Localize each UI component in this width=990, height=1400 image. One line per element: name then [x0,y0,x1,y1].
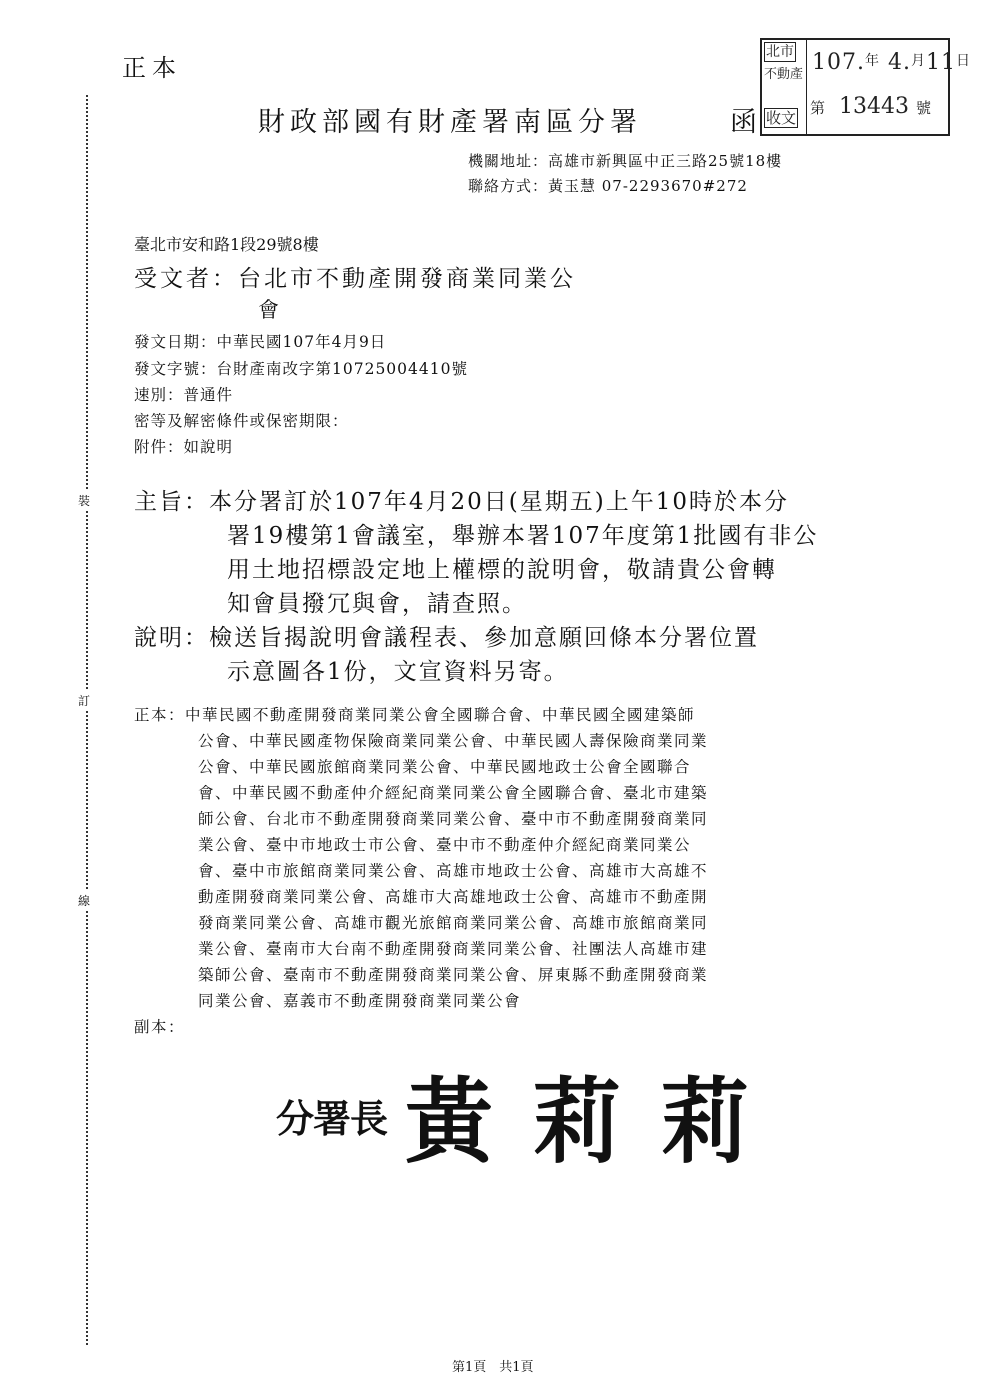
secrecy-level: 密等及解密條件或保密期限： [134,412,349,430]
stamp-day-unit: 日 [955,53,971,69]
recipient-address: 臺北市安和路1段29號8樓 [134,235,319,254]
stamp-label-city: 北市 [766,44,794,60]
cc-line: 公會、中華民國產物保險商業同業公會、中華民國人壽保險商業同業 [198,732,709,750]
agency-address: 機關地址：高雄市新興區中正三路25號18樓 [468,152,783,170]
agency-contact: 聯絡方式：黃玉慧 07-2293670#272 [468,177,748,195]
subject-line-3: 用土地招標設定地上權標的說明會，敬請貴公會轉 [227,557,777,583]
stamp-label-assoc: 不動產 [764,67,804,82]
cc-line: 業公會、臺南市大台南不動產開發商業同業公會、社團法人高雄市建 [198,940,709,958]
stamp-number [810,94,931,119]
binding-char: 訂 [78,690,90,711]
stamp-date [812,50,971,75]
explanation-line-2: 示意圖各1份，文宣資料另寄。 [227,659,569,685]
stamp-label-recv: 收文 [766,109,797,127]
binding-char: 裝 [78,490,90,511]
document-number: 發文字號：台財產南改字第10725004410號 [134,360,468,378]
cc-line: 發商業同業公會、高雄市觀光旅館商業同業公會、高雄市旅館商業同 [198,914,709,932]
binding-char: 線 [78,890,90,911]
stamp-day: 11 [925,50,956,75]
subject-line-4: 知會員撥冗與會，請查照。 [227,591,527,617]
stamp-divider [806,40,807,134]
subject-line-1: 主旨：本分署訂於107年4月20日(星期五)上午10時於本分 [134,489,790,515]
cc-line: 動產開發商業同業公會、高雄市大高雄地政士公會、高雄市不動產開 [198,888,709,906]
recipient-name-cont: 會 [258,298,279,322]
explanation-line-1: 說明：檢送旨揭說明會議程表、參加意願回條本分署位置 [134,625,759,651]
stamp-year: 107. [812,50,865,75]
stamp-num-prefix: 第 [810,99,826,117]
cc-line: 築師公會、臺南市不動產開發商業同業公會、屏東縣不動產開發商業 [198,966,709,984]
stamp-month: 4. [887,50,911,75]
cc-line: 師公會、台北市不動產開發商業同業公會、臺中市不動產開發商業同 [198,810,709,828]
cc-line: 正本：中華民國不動產開發商業同業公會全國聯合會、中華民國全國建築師 [134,706,696,724]
stamp-num-value: 13443 [839,94,910,119]
binding-line [86,95,88,1345]
stamp-month-unit: 月 [910,53,926,69]
attachment: 附件：如說明 [134,438,234,456]
document-type: 函 [730,107,757,138]
page-number: 第1頁 共1頁 [452,1360,534,1375]
recipient-name: 受文者：台北市不動產開發商業同業公 [134,266,576,292]
cc-line: 公會、中華民國旅館商業同業公會、中華民國地政士公會全國聯合 [198,758,692,776]
delivery-speed: 速別：普通件 [134,386,234,404]
stamp-year-unit: 年 [864,53,880,69]
cc-line: 會、臺中市旅館商業同業公會、高雄市地政士公會、高雄市大高雄不 [198,862,709,880]
cc-line: 同業公會、嘉義市不動產開發商業同業公會 [198,992,522,1010]
issue-date: 發文日期：中華民國107年4月9日 [134,333,387,351]
receipt-stamp [760,38,971,136]
cc-line: 會、中華民國不動產仲介經紀商業同業公會全國聯合會、臺北市建築 [198,784,709,802]
signature-title: 分署長 [276,1097,388,1141]
signature-name: 黃莉莉 [405,1066,790,1176]
subject-line-2: 署19樓第1會議室，舉辦本署107年度第1批國有非公 [227,523,819,549]
issuing-organization: 財政部國有財產署南區分署 [258,107,642,138]
cc-line: 業公會、臺中市地政士市公會、臺中市不動產仲介經紀商業同業公 [198,836,692,854]
copy-recipients-label: 副本： [134,1018,186,1036]
copy-mark: 正本 [122,54,182,82]
stamp-num-suffix: 號 [916,99,932,117]
